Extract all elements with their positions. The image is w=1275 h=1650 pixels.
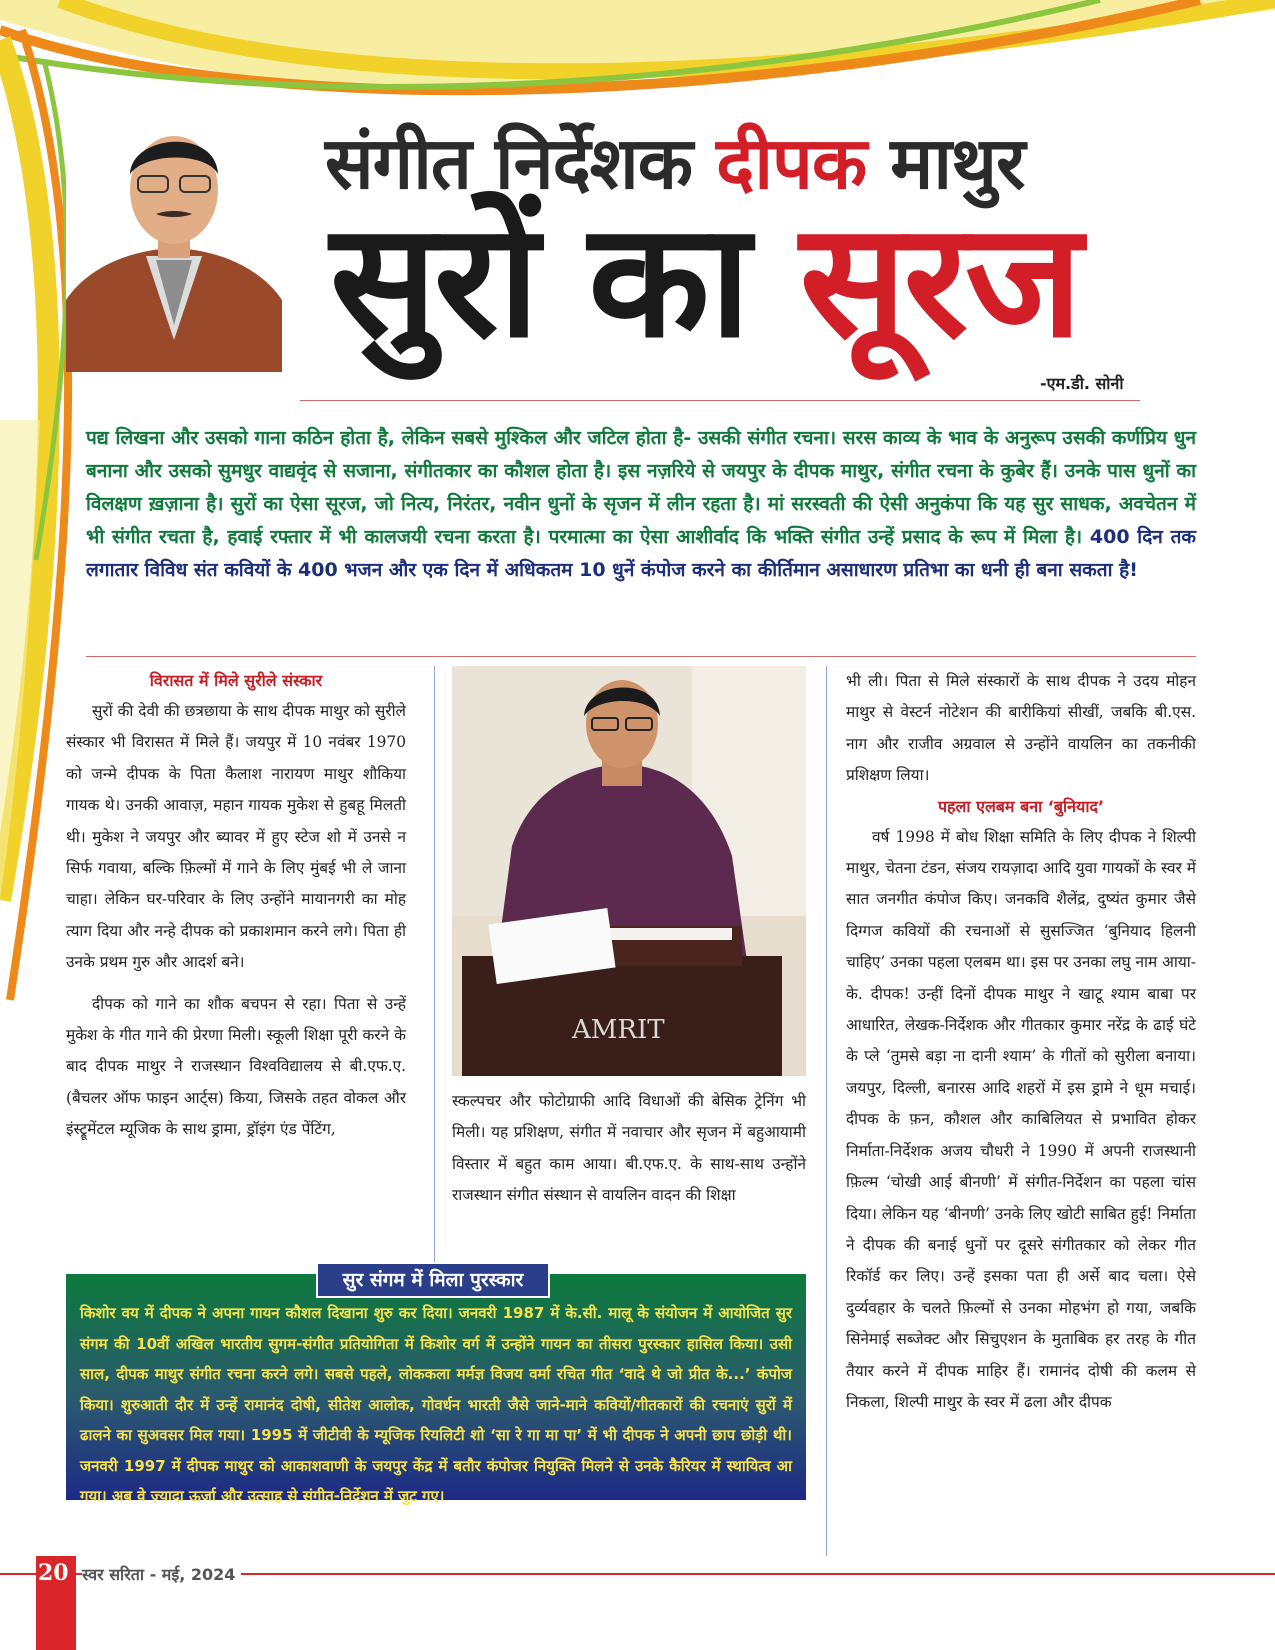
intro-green-text: पद्य लिखना और उसको गाना कठिन होता है, लेकिन सबसे मुश्किल और जटिल होता है- उसकी संगीत रचना। सरस काव्य के भाव के अनुरूप उसकी कर्णप्रिय धुन बनाना और उसको सुमधुर वाद्यवृंद से सजाना, संगीतकार का कौशल होता है। इस नज़रिये से जयपुर के दीपक माथुर, संगीत रचना के कुबेर हैं। उनके पास धुनों का विलक्षण ख़ज़ाना है। सुरों का ऐसा सूरज, जो नित्य, निरंतर, नवीन धुनों के सृजन में लीन रहता है। मां सरस्वती की ऐसी अनुकंपा कि यह सुर साधक, अवचेतन में भी संगीत रचता है, हवाई रफ्तार में भी कालजयी रचना करता है। परमात्मा का ऐसा आशीर्वाद कि भक्ति संगीत उन्हें प्रसाद के रूप में मिला है। (86, 427, 1196, 548)
title-highlight-name: दीपक (716, 120, 867, 205)
column3-paragraph-0: भी ली। पिता से मिले संस्कारों के साथ दीपक ने उदय मोहन माथुर से वेस्टर्न नोटेशन की बारीकियां सीखीं, जबकि बी.एस. नाग और राजीव अग्रवाल से उन्होंने वायलिन का तकनीकी प्रशिक्षण लिया। (846, 672, 1196, 785)
column1-paragraph-2: दीपक को गाने का शौक बचपन से रहा। पिता से उन्हें मुकेश के गीत गाने की प्रेरणा मिली। स्कूली शिक्षा पूरी करने के बाद दीपक माथुर ने राजस्थान विश्वविद्यालय से बी.एफ.ए. (बैचलर ऑफ फाइन आर्ट्स) किया, जिसके तहत वोकल और इंस्ट्रूमेंटल म्यूजिक के साथ ड्रामा, ड्रॉइंग एंड पेंटिंग, (66, 994, 406, 1139)
award-text: किशोर वय में दीपक ने अपना गायन कौशल दिखाना शुरु कर दिया। जनवरी 1987 में के.सी. मालू के संयोजन में आयोजित सुर संगम की 10वीं अखिल भारतीय सुगम-संगीत प्रतियोगिता में किशोर वर्ग में उन्होंने गायन का तीसरा पुरस्कार हासिल किया। उसी साल, दीपक माथुर संगीत रचना करने लगे। सबसे पहले, लोककला मर्मज्ञ विजय वर्मा रचित गीत ‘वादे थे जो प्रीत के...’ कंपोज किया। शुरुआती दौर में उन्हें रामानंद दोषी, सीतेश आलोक, गोवर्धन भारती जैसे जाने-माने कवियों/गीतकारों की रचनाएं सुरों में ढालने का सुअवसर मिल गया। 1995 में जीटीवी के म्यूजिक रियलिटी शो ‘सा रे गा मा पा’ में भी दीपक ने अपनी छाप छोड़ी थी। जनवरी 1997 में दीपक माथुर को आकाशवाणी के जयपुर केंद्र में बतौर कंपोजर नियुक्ति मिलने से उनके कैरियर में स्थायित्व आ गया। अब वे ज़्यादा ऊर्जा और उत्साह से संगीत-निर्देशन में जुट गए। (80, 1304, 792, 1505)
column2-paragraph-1: स्कल्पचर और फोटोग्राफी आदि विधाओं की बेसिक ट्रेनिंग भी मिली। यह प्रशिक्षण, संगीत में नवाचार और सृजन में बहुआयामी विस्तार में बहुत काम आया। बी.एफ.ए. के साथ-साथ उन्होंने राजस्थान संगीत संस्थान से वायलिन वादन की शिक्षा (452, 1092, 806, 1205)
title-line1-surname: माथुर (866, 120, 1025, 205)
portrait-photo (66, 90, 282, 372)
page-title-line2 (330, 188, 1150, 373)
intro-paragraph (86, 422, 1196, 587)
column-divider-1 (434, 666, 435, 1266)
intro-blue-text: 400 दिन तक लगातार विविध संत कवियों के 400 भजन और एक दिन में अधिकतम 10 धुनें कंपोज करने का कीर्तिमान असाधारण प्रतिभा का धनी ही बना सकता है! (86, 526, 1197, 581)
harmonium-photo (452, 666, 806, 1076)
title-line2-highlight: सूरज (799, 188, 1080, 373)
footer-rule (76, 1573, 1275, 1575)
column-3 (846, 666, 1196, 1418)
column3-paragraph-1: वर्ष 1998 में बोध शिक्षा समिति के लिए दीपक ने शिल्पी माथुर, चेतना टंडन, संजय रायज़ादा आदि युवा गायकों के स्वर में सात जनगीत कंपोज किए। जनकवि शैलेंद्र, दुष्यंत कुमार जैसे दिग्गज कवियों की रचनाओं से सुसज्जित ‘बुनियाद हिलनी चाहिए’ उनका पहला एलबम था। इस पर उनका लघु नाम आया- के. दीपक! उन्हीं दिनों दीपक माथुर ने खाटू श्याम बाबा पर आधारित, लेखक-निर्देशक और गीतकार कुमार नरेंद्र के ढाई घंटे के प्ले ‘तुमसे बड़ा ना दानी श्याम’ के गीतों को सुरीला बनाया। जयपुर, दिल्ली, बनारस आदि शहरों में इस ड्रामे ने धूम मचाई। दीपक के फ़न, कौशल और काबिलियत से प्रभावित होकर निर्माता-निर्देशक अजय चौधरी ने 1990 में अपनी राजस्थानी फ़िल्म ‘चोखी आई बीनणी’ में संगीत-निर्देशन का पहला चांस दिया। लेकिन यह ‘बीनणी’ उनके लिए खोटी साबित हुई! निर्माता ने दीपक की बनाई धुनों पर दूसरे संगीतकार को लेकर गीत रिकॉर्ड कर लिए। उन्हें इसका पता ही अर्से बाद चला। ऐसे दुर्व्यवहार के चलते फ़िल्मों से उनका मोहभंग हो गया, जबकि सिनेमाई सब्जेक्ट और सिचुएशन के मुताबिक हर तरह के गीत तैयार करने में दीपक माहिर हैं। रामानंद दोषी की कलम से निकला, शिल्पी माथुर के स्वर में ढला और दीपक (846, 827, 1196, 1411)
column-2 (452, 1086, 806, 1212)
column1-paragraph-1: सुरों की देवी की छत्रछाया के साथ दीपक माथुर को सुरीले संस्कार भी विरासत में मिले हैं। जयपुर में 10 नवंबर 1970 को जन्मे दीपक के पिता कैलाश नारायण माथुर शौकिया गायक थे। उनकी आवाज़, महान गायक मुकेश से हुबहू मिलती थी। मुकेश ने जयपुर और ब्यावर में हुए स्टेज शो में उनसे न सिर्फ गवाया, बल्कि फ़िल्मों में गाने के लिए मुंबई भी ले जाना चाहा। लेकिन घर-परिवार के लिए उन्होंने मायानगरी का मोह त्याग दिया और नन्हे दीपक को प्रकाशमान करने लगे। पिता ही उनके प्रथम गुरु और आदर्श बने। (66, 702, 406, 972)
footer-publication-text: स्वर सरिता - मई, 2024 (82, 1563, 241, 1585)
column-1 (66, 666, 406, 1146)
column-divider-2 (826, 666, 827, 1556)
section-heading-heritage: विरासत में मिले सुरीले संस्कार (149, 671, 323, 690)
title-line2-text: सुरों का (330, 188, 800, 373)
section-heading-first-album: पहला एलबम बना ‘बुनियाद’ (937, 796, 1105, 816)
award-box-title: सुर संगम में मिला पुरस्कार (316, 1262, 550, 1298)
author-byline: -एम.डी. सोनी (1040, 374, 1124, 393)
footer-rule-left (0, 1573, 36, 1575)
harmonium-brand-label: AMRIT (572, 1015, 665, 1045)
award-sidebar-box (66, 1274, 806, 1505)
title-line1-text: संगीत निर्देशक (325, 120, 717, 205)
divider-intro (86, 656, 1196, 657)
page-number: 20 (38, 1560, 69, 1586)
divider-top (300, 400, 1140, 401)
